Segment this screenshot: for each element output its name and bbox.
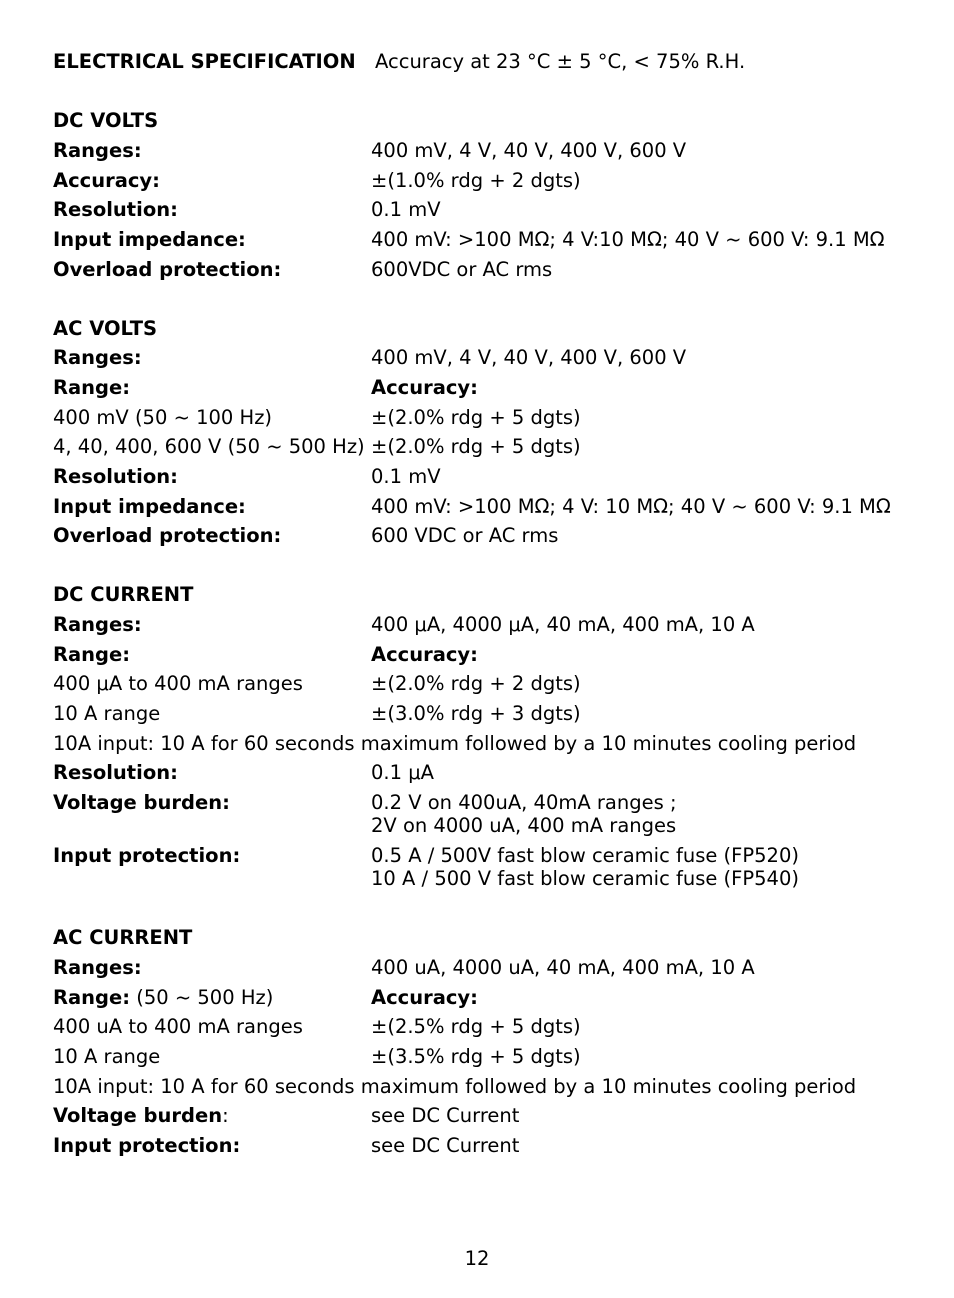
ac-current-accuracy-label: Accuracy: bbox=[371, 986, 478, 1009]
ac-volts-resolution-label: Resolution: bbox=[53, 465, 178, 488]
spec-title: ELECTRICAL SPECIFICATION bbox=[53, 50, 356, 73]
ac-volts-impedance-label: Input impedance: bbox=[53, 495, 246, 518]
dc-current-ranges-label: Ranges: bbox=[53, 613, 142, 636]
dc-volts-resolution-label: Resolution: bbox=[53, 198, 178, 221]
dc-current-burden-value-1: 0.2 V on 400uA, 40mA ranges ; bbox=[371, 791, 677, 814]
ac-volts-overload-label: Overload protection: bbox=[53, 524, 282, 547]
ac-volts-row-1-value: ±(2.0% rdg + 5 dgts) bbox=[371, 406, 581, 429]
ac-current-burden-colon: : bbox=[222, 1104, 229, 1127]
ac-volts-row-2-label: 4, 40, 400, 600 V (50 ~ 500 Hz) bbox=[53, 435, 365, 458]
dc-current-burden-value-2: 2V on 4000 uA, 400 mA ranges bbox=[371, 814, 677, 837]
ac-current-protection-label: Input protection: bbox=[53, 1134, 241, 1157]
dc-current-row-1-label: 400 μA to 400 mA ranges bbox=[53, 672, 303, 695]
ac-current-row-2-label: 10 A range bbox=[53, 1045, 161, 1068]
dc-current-resolution-value: 0.1 μA bbox=[371, 761, 434, 784]
ac-volts-ranges-value: 400 mV, 4 V, 40 V, 400 V, 600 V bbox=[371, 346, 687, 369]
ac-current-row-1-label: 400 uA to 400 mA ranges bbox=[53, 1015, 303, 1038]
ac-volts-ranges-label: Ranges: bbox=[53, 346, 142, 369]
dc-current-note: 10A input: 10 A for 60 seconds maximum followed by a 10 minutes cooling period bbox=[53, 732, 857, 755]
ac-current-range-header bbox=[53, 986, 273, 1009]
ac-current-row-1-value: ±(2.5% rdg + 5 dgts) bbox=[371, 1015, 581, 1038]
dc-volts-heading: DC VOLTS bbox=[53, 109, 159, 132]
ac-current-note: 10A input: 10 A for 60 seconds maximum followed by a 10 minutes cooling period bbox=[53, 1075, 857, 1098]
ac-volts-accuracy-label: Accuracy: bbox=[371, 376, 478, 399]
accuracy-conditions: Accuracy at 23 °C ± 5 °C, < 75% R.H. bbox=[375, 50, 746, 73]
ac-current-burden-label-group bbox=[53, 1104, 229, 1127]
ac-volts-resolution-value: 0.1 mV bbox=[371, 465, 441, 488]
ac-current-ranges-label: Ranges: bbox=[53, 956, 142, 979]
ac-current-range-freq: (50 ~ 500 Hz) bbox=[130, 986, 274, 1009]
ac-volts-overload-value: 600 VDC or AC rms bbox=[371, 524, 559, 547]
dc-current-ranges-value: 400 μA, 4000 μA, 40 mA, 400 mA, 10 A bbox=[371, 613, 755, 636]
ac-current-range-label: Range: bbox=[53, 986, 131, 1009]
ac-current-row-2-value: ±(3.5% rdg + 5 dgts) bbox=[371, 1045, 581, 1068]
dc-current-range-label: Range: bbox=[53, 643, 131, 666]
ac-current-burden-label: Voltage burden bbox=[53, 1104, 223, 1127]
dc-volts-accuracy-value: ±(1.0% rdg + 2 dgts) bbox=[371, 169, 581, 192]
ac-volts-row-1-label: 400 mV (50 ~ 100 Hz) bbox=[53, 406, 273, 429]
dc-volts-impedance-label: Input impedance: bbox=[53, 228, 246, 251]
ac-volts-impedance-value: 400 mV: >100 MΩ; 4 V: 10 MΩ; 40 V ~ 600 V: 9.1 MΩ bbox=[371, 495, 891, 518]
dc-volts-overload-value: 600VDC or AC rms bbox=[371, 258, 553, 281]
dc-volts-accuracy-label: Accuracy: bbox=[53, 169, 160, 192]
dc-volts-ranges-label: Ranges: bbox=[53, 139, 142, 162]
page-number: 12 bbox=[464, 1247, 490, 1270]
dc-current-protection-value-1: 0.5 A / 500V fast blow ceramic fuse (FP520) bbox=[371, 844, 799, 867]
dc-volts-impedance-value: 400 mV: >100 MΩ; 4 V:10 MΩ; 40 V ~ 600 V: 9.1 MΩ bbox=[371, 228, 885, 251]
dc-volts-resolution-value: 0.1 mV bbox=[371, 198, 441, 221]
ac-volts-heading: AC VOLTS bbox=[53, 317, 158, 340]
dc-current-row-2-value: ±(3.0% rdg + 3 dgts) bbox=[371, 702, 581, 725]
dc-current-heading: DC CURRENT bbox=[53, 583, 194, 606]
ac-current-heading: AC CURRENT bbox=[53, 926, 193, 949]
dc-current-row-1-value: ±(2.0% rdg + 2 dgts) bbox=[371, 672, 581, 695]
dc-current-row-2-label: 10 A range bbox=[53, 702, 161, 725]
dc-current-protection-label: Input protection: bbox=[53, 844, 241, 867]
dc-current-accuracy-label: Accuracy: bbox=[371, 643, 478, 666]
dc-volts-ranges-value: 400 mV, 4 V, 40 V, 400 V, 600 V bbox=[371, 139, 687, 162]
ac-current-protection-value: see DC Current bbox=[371, 1134, 520, 1157]
ac-current-burden-value: see DC Current bbox=[371, 1104, 520, 1127]
dc-current-resolution-label: Resolution: bbox=[53, 761, 178, 784]
dc-current-protection-value-2: 10 A / 500 V fast blow ceramic fuse (FP540) bbox=[371, 867, 799, 890]
ac-volts-row-2-value: ±(2.0% rdg + 5 dgts) bbox=[371, 435, 581, 458]
dc-current-burden-label: Voltage burden: bbox=[53, 791, 230, 814]
ac-volts-range-label: Range: bbox=[53, 376, 131, 399]
ac-current-ranges-value: 400 uA, 4000 uA, 40 mA, 400 mA, 10 A bbox=[371, 956, 755, 979]
dc-volts-overload-label: Overload protection: bbox=[53, 258, 282, 281]
